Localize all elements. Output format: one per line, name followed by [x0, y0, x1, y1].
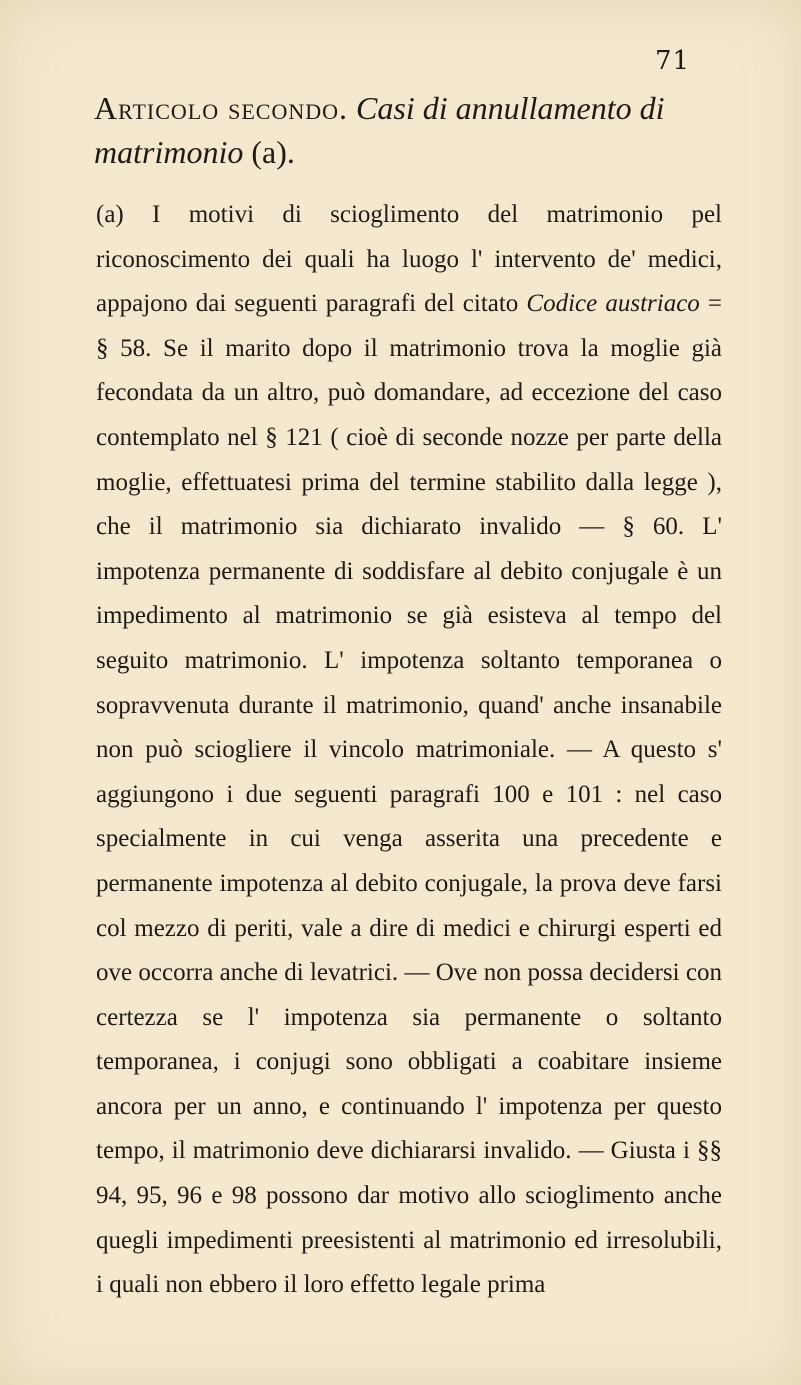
article-title-continued: matrimonio — [94, 134, 244, 170]
footnote-reference: (a). — [251, 134, 295, 170]
article-label: Articolo secondo. — [94, 90, 349, 126]
article-heading — [94, 86, 734, 174]
code-name: Codice austriaco — [526, 290, 700, 318]
footnote-text — [96, 193, 722, 1308]
footnote-text-part-2: = § 58. Se il marito dopo il matrimonio trova la moglie già fecondata da un altro, può domandare, ad eccezione del caso contemplato nel § 121 ( cioè di seconde nozze per parte della moglie, effettuatesi prima del termine stabilito dalla legge ), che il matrimonio sia dichiarato invalido — § 60. L' impotenza permanente di soddisfare al debito conjugale è un impedimento al matrimonio se già esisteva al tempo del seguito matrimonio. L' impotenza soltanto temporanea o sopravvenuta durante il matrimonio, quand' anche insanabile non può sciogliere il vincolo matrimoniale. — A questo s' aggiungono i due seguenti paragrafi 100 e 101 : nel caso specialmente in cui venga asserita una precedente e permanente impotenza al debito conjugale, la prova deve farsi col mezzo di periti, vale a dire di medici e chirurgi esperti ed ove occorra anche di levatrici. — Ove non possa decidersi con certezza se l' impotenza sia permanente o soltanto temporanea, i conjugi sono obbligati a coabitare insieme ancora per un anno, e continuando l' impotenza per questo tempo, il matrimonio deve dichiararsi invalido. — Giusta i §§ 94, 95, 96 e 98 possono dar motivo allo scioglimento anche quegli impedimenti preesistenti al matrimonio ed irresolubili, i quali non ebbero il loro effetto legale prima — [96, 290, 723, 1299]
page-number: 71 — [655, 46, 691, 76]
article-title: Casi di annullamento di — [356, 90, 665, 126]
footnote-text-part-1: I motivi di scioglimento del matrimonio pel riconoscimento dei quali ha luogo l' intervento de' medici, appajono dai seguenti paragrafi del citato — [96, 201, 722, 318]
footnote-marker: (a) — [96, 201, 124, 228]
